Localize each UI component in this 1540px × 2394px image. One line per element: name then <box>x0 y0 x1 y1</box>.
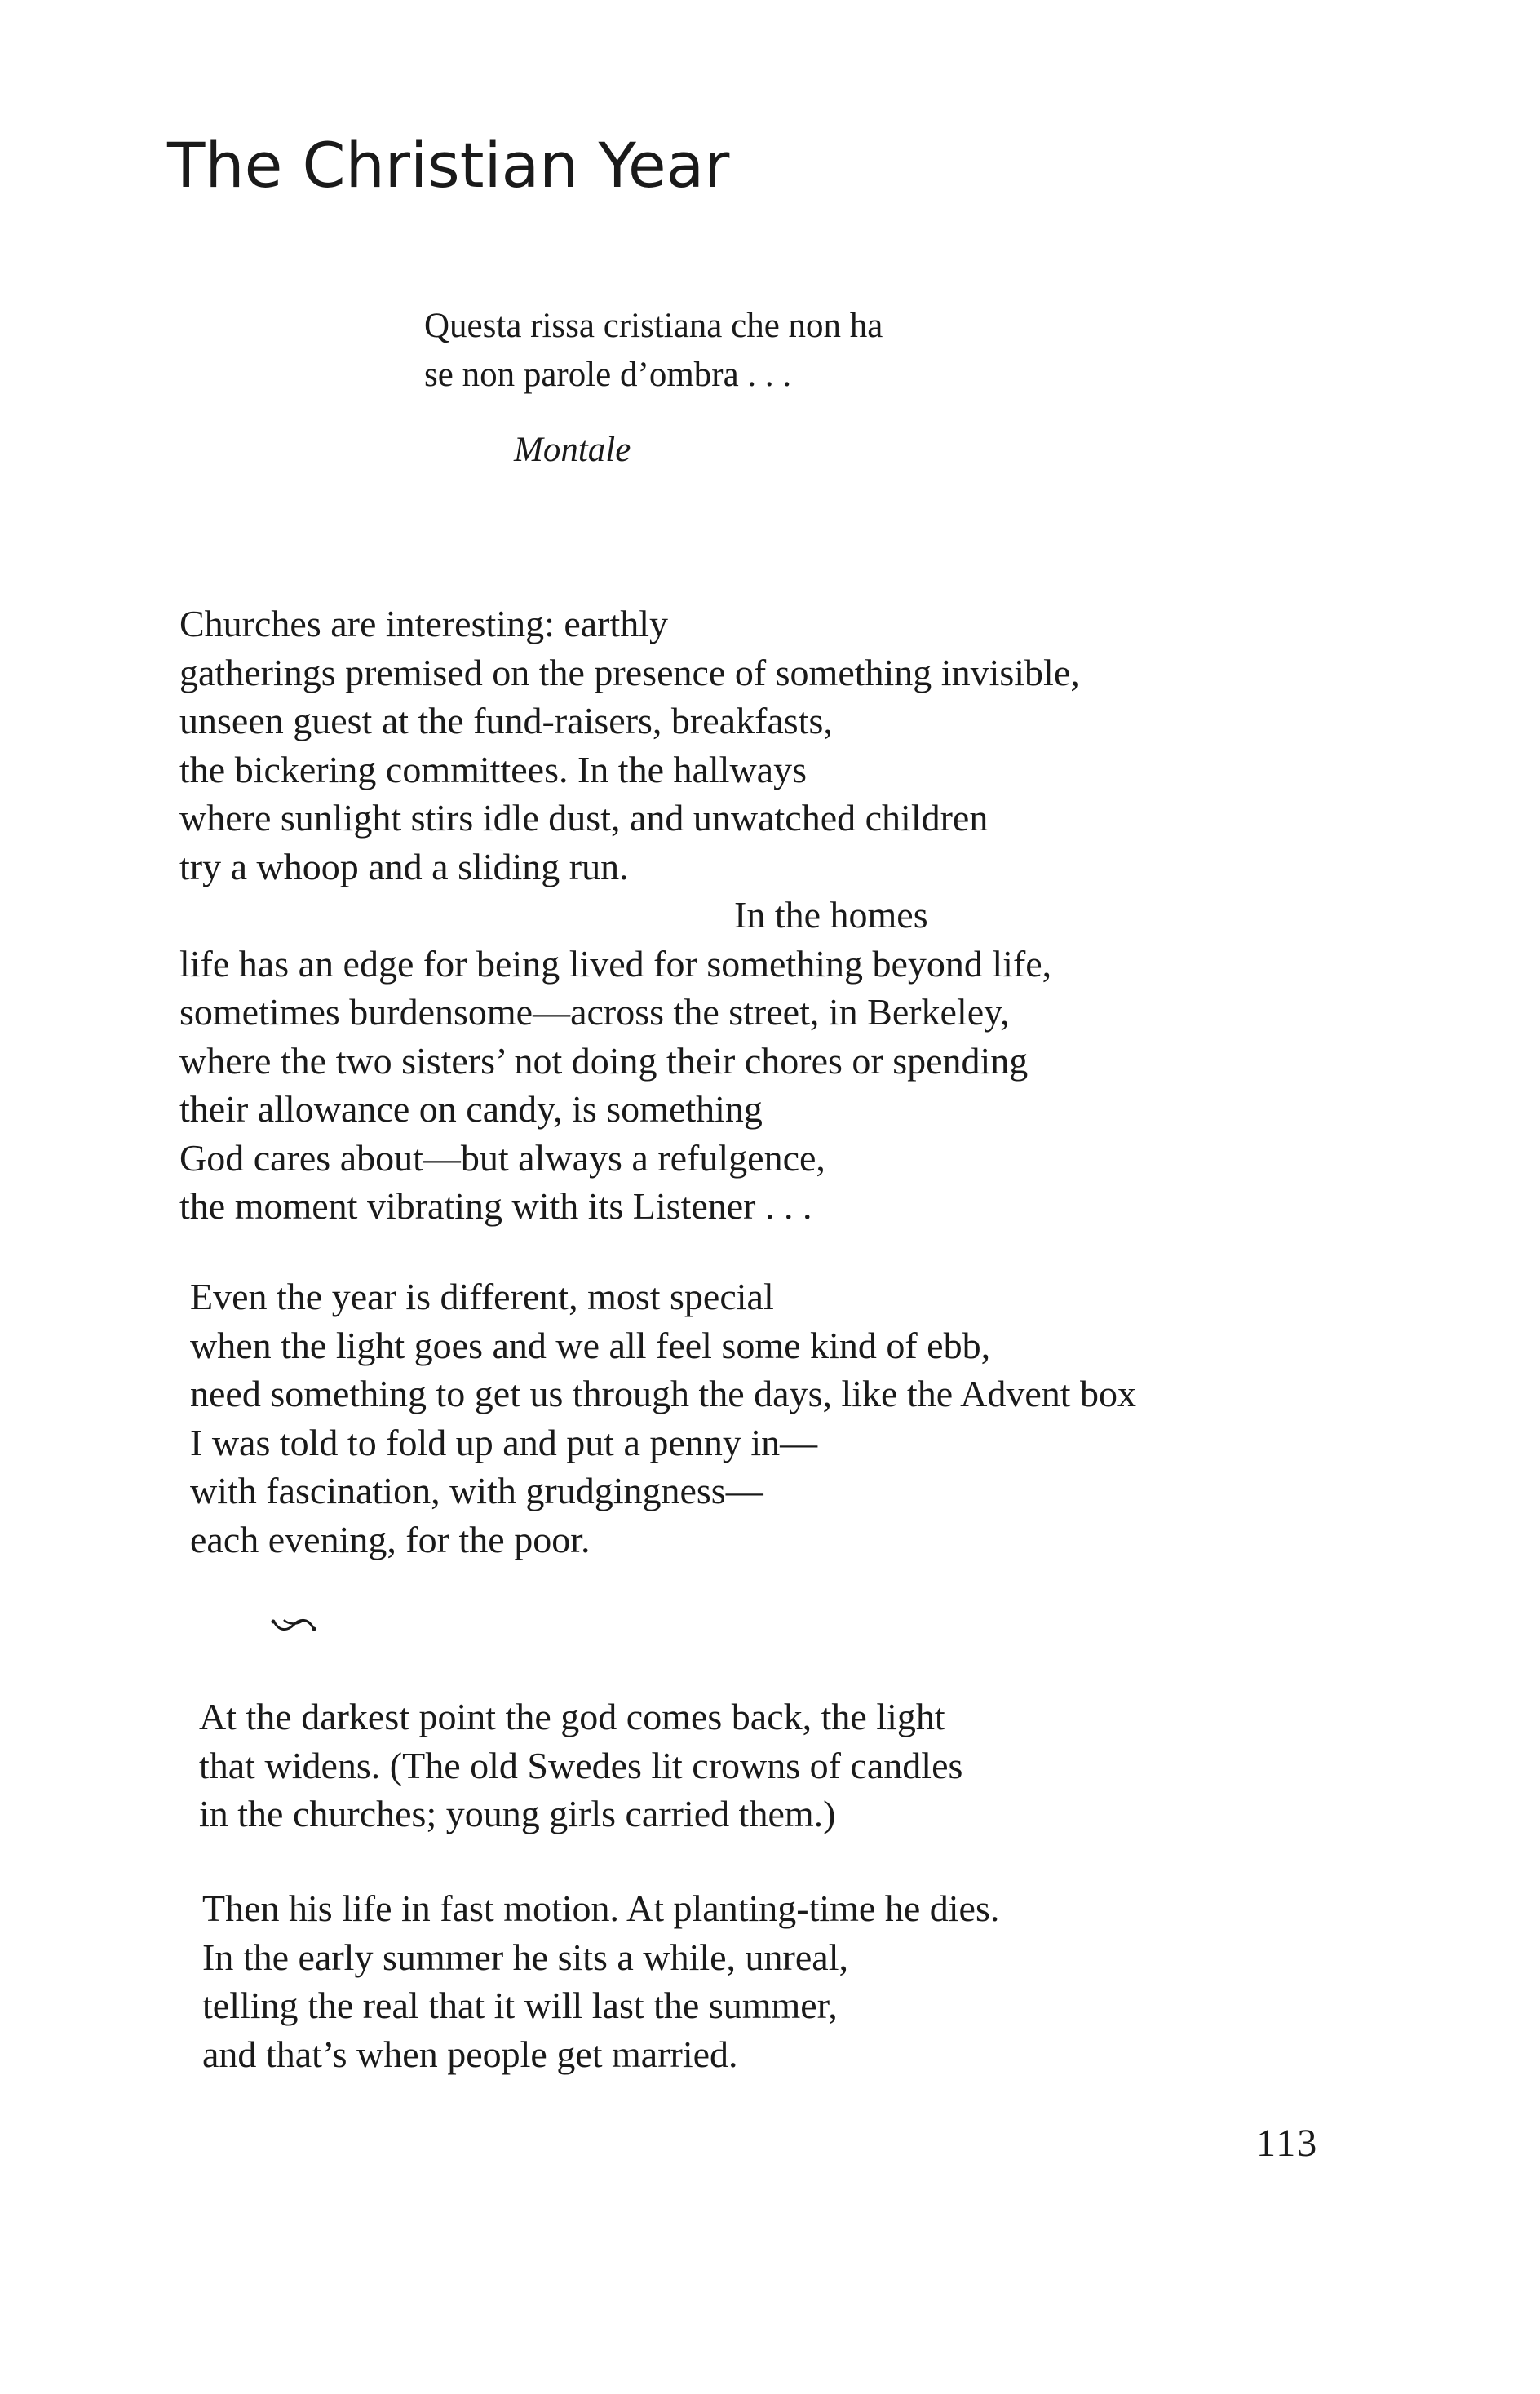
poem-line: At the darkest point the god comes back, the light <box>199 1696 945 1737</box>
poem-line-dropped: In the homes <box>734 894 928 936</box>
poem-title: The Christian Year <box>167 129 730 201</box>
poem-line: I was told to fold up and put a penny in— <box>190 1421 818 1463</box>
poem-line: In the early summer he sits a while, unreal, <box>202 1936 848 1978</box>
poem-line: that widens. (The old Swedes lit crowns of candles <box>199 1744 963 1786</box>
poem-line: each evening, for the poor. <box>190 1518 591 1560</box>
poem-line: life has an edge for being lived for something beyond life, <box>179 942 1052 985</box>
poem-line: the moment vibrating with its Listener . . . <box>179 1185 812 1227</box>
poem-line: and that’s when people get married. <box>202 2033 738 2075</box>
poem-line: unseen guest at the fund-raisers, breakfasts, <box>179 700 833 741</box>
poem-line: the bickering committees. In the hallways <box>179 748 807 790</box>
poem-line: telling the real that it will last the summer, <box>202 1985 838 2026</box>
poem-line: God cares about—but always a refulgence, <box>179 1136 825 1179</box>
poem-line: in the churches; young girls carried them.) <box>199 1793 836 1834</box>
poem-line: where sunlight stirs idle dust, and unwatched children <box>179 797 989 839</box>
poem-line: Even the year is different, most special <box>190 1276 774 1317</box>
poem-line: Churches are interesting: earthly <box>179 603 669 644</box>
poem-line: their allowance on candy, is something <box>179 1088 763 1130</box>
poem-line: where the two sisters’ not doing their chores or spending <box>179 1039 1029 1082</box>
poem-line: try a whoop and a sliding run. <box>179 845 629 887</box>
epigraph-line: se non parole d’ombra . . . <box>424 356 792 394</box>
fleuron-icon <box>269 1611 318 1644</box>
poem-line: with fascination, with grudgingness— <box>190 1470 763 1511</box>
stanza-2 <box>190 1272 1136 1564</box>
poem-line: need something to get us through the days, like the Advent box <box>190 1373 1137 1414</box>
stanza-1 <box>179 600 1080 1231</box>
poem-line: when the light goes and we all feel some kind of ebb, <box>190 1324 991 1366</box>
poem-line: Then his life in fast motion. At planting-time he dies. <box>202 1887 1000 1929</box>
stanza-3 <box>199 1693 962 1839</box>
epigraph <box>424 302 883 475</box>
page-number: 113 <box>1256 2122 1319 2165</box>
epigraph-author: Montale <box>514 431 631 469</box>
poem-line: gatherings premised on the presence of something invisible, <box>179 651 1080 693</box>
poem-line: sometimes burdensome—across the street, in Berkeley, <box>179 991 1010 1033</box>
epigraph-line: Questa rissa cristiana che non ha <box>424 307 883 345</box>
stanza-4 <box>202 1884 999 2078</box>
